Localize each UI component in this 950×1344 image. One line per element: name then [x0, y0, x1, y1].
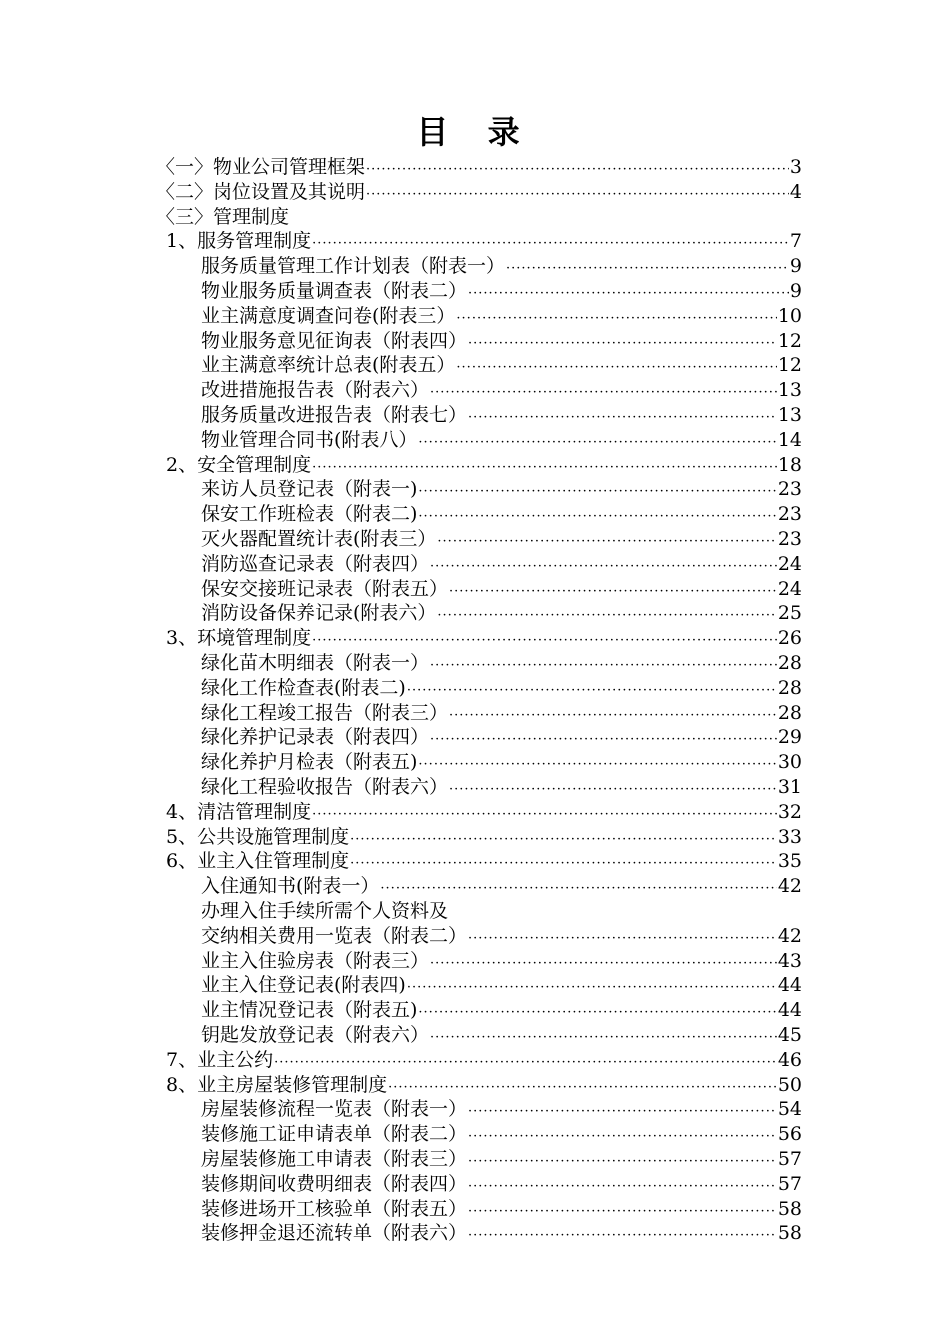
toc-entry[interactable] — [166, 849, 802, 874]
toc-entry[interactable] — [201, 552, 802, 577]
toc-entry[interactable] — [201, 998, 802, 1023]
toc-entry-label: 改进措施报告表（附表六） — [201, 379, 430, 402]
toc-entry[interactable] — [201, 651, 802, 676]
toc-entry[interactable] — [201, 949, 802, 974]
toc-entry-label: 保安工作班检表（附表二) — [201, 503, 418, 526]
toc-entry-label: 5、公共设施管理制度 — [166, 825, 350, 848]
toc-entry[interactable] — [166, 825, 802, 850]
toc-entry-label: 6、业主入住管理制度 — [166, 850, 350, 873]
toc-entry-label: 办理入住手续所需个人资料及 — [201, 900, 449, 922]
toc-entry-page-number: 31 — [777, 776, 802, 798]
toc-entry-label: 业主满意率统计总表(附表五） — [201, 354, 456, 377]
toc-entry-label: 业主入住登记表(附表四) — [201, 974, 406, 997]
toc-entry-page-number: 4 — [789, 180, 802, 203]
toc-entry-page-number: 58 — [777, 1197, 802, 1220]
toc-entry[interactable] — [201, 428, 802, 453]
toc-entry-page-number: 10 — [777, 304, 802, 327]
toc-entry-label: 装修进场开工核验单（附表五） — [201, 1197, 468, 1220]
toc-entry[interactable] — [201, 353, 802, 378]
toc-entry[interactable] — [166, 1073, 802, 1098]
toc-entry[interactable] — [201, 601, 802, 626]
toc-entry-label: 交纳相关费用一览表（附表二） — [201, 924, 468, 947]
toc-entry-label: 保安交接班记录表（附表五） — [201, 577, 449, 600]
toc-entry[interactable] — [201, 973, 802, 998]
toc-entry-page-number: 44 — [777, 974, 802, 997]
toc-entry[interactable] — [201, 1221, 802, 1246]
toc-entry-page-number: 28 — [777, 701, 802, 724]
toc-entry-label: 消防设备保养记录(附表六） — [201, 602, 437, 625]
toc-entry[interactable] — [166, 626, 802, 651]
toc-entry[interactable] — [201, 1122, 802, 1147]
toc-entry-label: 业主满意度调查问卷(附表三） — [201, 304, 456, 327]
toc-entry-page-number: 23 — [777, 528, 802, 550]
toc-entry-page-number: 44 — [777, 999, 802, 1022]
toc-entry[interactable] — [201, 527, 802, 552]
toc-entry-label: 绿化工程竣工报告（附表三） — [201, 701, 449, 724]
toc-entry-page-number: 54 — [777, 1098, 802, 1121]
toc-entry-label: 入住通知书(附表一） — [201, 875, 380, 898]
toc-entry[interactable] — [201, 750, 802, 775]
toc-entry-label: 3、环境管理制度 — [166, 627, 312, 650]
toc-entry-label: 〈一〉物业公司管理框架 — [156, 156, 366, 178]
toc-entry-label: 1、服务管理制度 — [166, 230, 312, 253]
toc-entry-page-number: 35 — [777, 850, 802, 873]
toc-entry[interactable] — [201, 1197, 802, 1222]
toc-entry[interactable] — [201, 725, 802, 750]
toc-entry[interactable] — [201, 577, 802, 602]
toc-entry[interactable] — [156, 205, 802, 230]
toc-entry-label: 4、清洁管理制度 — [166, 800, 312, 823]
toc-entry-page-number: 28 — [777, 676, 802, 699]
toc-entry-label: 灭火器配置统计表(附表三） — [201, 528, 437, 550]
toc-entry[interactable] — [201, 378, 802, 403]
toc-entry[interactable] — [201, 477, 802, 502]
toc-entry-label: 房屋装修流程一览表（附表一） — [201, 1098, 468, 1121]
toc-entry-page-number: 57 — [777, 1148, 802, 1170]
toc-entry-page-number: 42 — [777, 924, 802, 947]
toc-entry-label: 物业服务意见征询表（附表四） — [201, 329, 468, 352]
toc-entry[interactable] — [201, 899, 802, 924]
toc-entry-label: 装修施工证申请表单（附表二） — [201, 1123, 468, 1146]
toc-entry[interactable] — [201, 279, 802, 304]
toc-entry[interactable] — [201, 676, 802, 701]
toc-entry-page-number: 33 — [777, 825, 802, 848]
toc-entry-label: 2、安全管理制度 — [166, 453, 312, 476]
toc-entry-label: 物业管理合同书(附表八） — [201, 428, 418, 451]
toc-entry-label: 业主情况登记表（附表五) — [201, 999, 418, 1022]
toc-entry-page-number: 32 — [777, 800, 802, 823]
toc-entry[interactable] — [201, 874, 802, 899]
toc-entry[interactable] — [201, 502, 802, 527]
toc-entry-page-number: 12 — [777, 354, 802, 377]
toc-entry-page-number: 23 — [777, 503, 802, 526]
toc-entry-page-number: 42 — [777, 875, 802, 898]
toc-entry-page-number: 57 — [777, 1172, 802, 1195]
toc-entry-label: 装修押金退还流转单（附表六） — [201, 1222, 468, 1245]
toc-entry[interactable] — [201, 1172, 802, 1197]
toc-entry[interactable] — [201, 924, 802, 949]
toc-entry-label: 8、业主房屋装修管理制度 — [166, 1073, 388, 1096]
toc-entry-label: 绿化养护记录表（附表四） — [201, 726, 430, 749]
toc-entry-label: 7、业主公约 — [166, 1048, 274, 1071]
toc-entry[interactable] — [166, 229, 802, 254]
toc-entry-page-number: 9 — [789, 255, 802, 278]
toc-entry-page-number: 13 — [777, 379, 802, 402]
toc-entry-page-number: 12 — [777, 329, 802, 352]
toc-entry[interactable] — [201, 775, 802, 800]
toc-entry-page-number: 13 — [777, 404, 802, 426]
toc-entry-label: 绿化苗木明细表（附表一） — [201, 652, 430, 674]
toc-entry[interactable] — [166, 1048, 802, 1073]
toc-entry[interactable] — [201, 254, 802, 279]
toc-entry[interactable] — [201, 701, 802, 726]
toc-entry[interactable] — [156, 180, 802, 205]
toc-entry-page-number: 58 — [777, 1222, 802, 1245]
toc-entry-page-number: 46 — [777, 1048, 802, 1071]
toc-entry-page-number: 56 — [777, 1123, 802, 1146]
toc-entry-label: 钥匙发放登记表（附表六） — [201, 1024, 430, 1046]
toc-entry-label: 业主入住验房表（附表三） — [201, 949, 430, 972]
toc-entry[interactable] — [166, 453, 802, 478]
toc-entry-label: 消防巡查记录表（附表四） — [201, 552, 430, 575]
toc-entry[interactable] — [201, 1097, 802, 1122]
toc-entry-page-number: 14 — [777, 428, 802, 451]
toc-entry-label: 服务质量管理工作计划表（附表一） — [201, 255, 506, 278]
toc-entry[interactable] — [201, 1147, 802, 1172]
toc-entry-label: 〈三〉管理制度 — [156, 205, 290, 228]
toc-entry-label: 来访人员登记表（附表一) — [201, 478, 418, 501]
toc-leader-dots — [468, 1224, 777, 1249]
toc-entry-label: 装修期间收费明细表（附表四） — [201, 1172, 468, 1195]
toc-entry[interactable] — [201, 304, 802, 329]
page-title: 目 录 — [416, 113, 534, 151]
toc-entry-label: 物业服务质量调查表（附表二） — [201, 280, 468, 302]
toc-entry-page-number: 26 — [777, 627, 802, 650]
toc-entry-page-number: 24 — [777, 552, 802, 575]
toc-entry-page-number: 50 — [777, 1073, 802, 1096]
toc-entry-page-number: 29 — [777, 726, 802, 749]
toc-entry-page-number: 24 — [777, 577, 802, 600]
toc-entry[interactable] — [156, 155, 802, 180]
toc-entry-page-number: 9 — [789, 280, 802, 302]
toc-entry-page-number: 3 — [789, 156, 802, 178]
toc-entry-label: 绿化养护月检表（附表五) — [201, 751, 418, 774]
toc-entry-page-number: 23 — [777, 478, 802, 501]
toc-entry-page-number: 25 — [777, 602, 802, 625]
toc-entry-page-number: 18 — [777, 453, 802, 476]
toc-entry[interactable] — [201, 329, 802, 354]
toc-entry-page-number: 7 — [789, 230, 802, 253]
toc-entry-label: 绿化工作检查表(附表二) — [201, 676, 406, 699]
toc-entry-page-number: 43 — [777, 949, 802, 972]
toc-entry-label: 房屋装修施工申请表（附表三） — [201, 1148, 468, 1170]
toc-entry-label: 绿化工程验收报告（附表六） — [201, 776, 449, 798]
toc-entry-page-number: 30 — [777, 751, 802, 774]
toc-entry-label: 〈二〉岗位设置及其说明 — [156, 180, 366, 203]
toc-entry[interactable] — [201, 1023, 802, 1048]
toc-entry[interactable] — [166, 800, 802, 825]
toc-entry-label: 服务质量改进报告表（附表七） — [201, 404, 468, 426]
toc-entry-page-number: 28 — [777, 652, 802, 674]
toc-entry-page-number: 45 — [777, 1024, 802, 1046]
toc-entry[interactable] — [201, 403, 802, 428]
